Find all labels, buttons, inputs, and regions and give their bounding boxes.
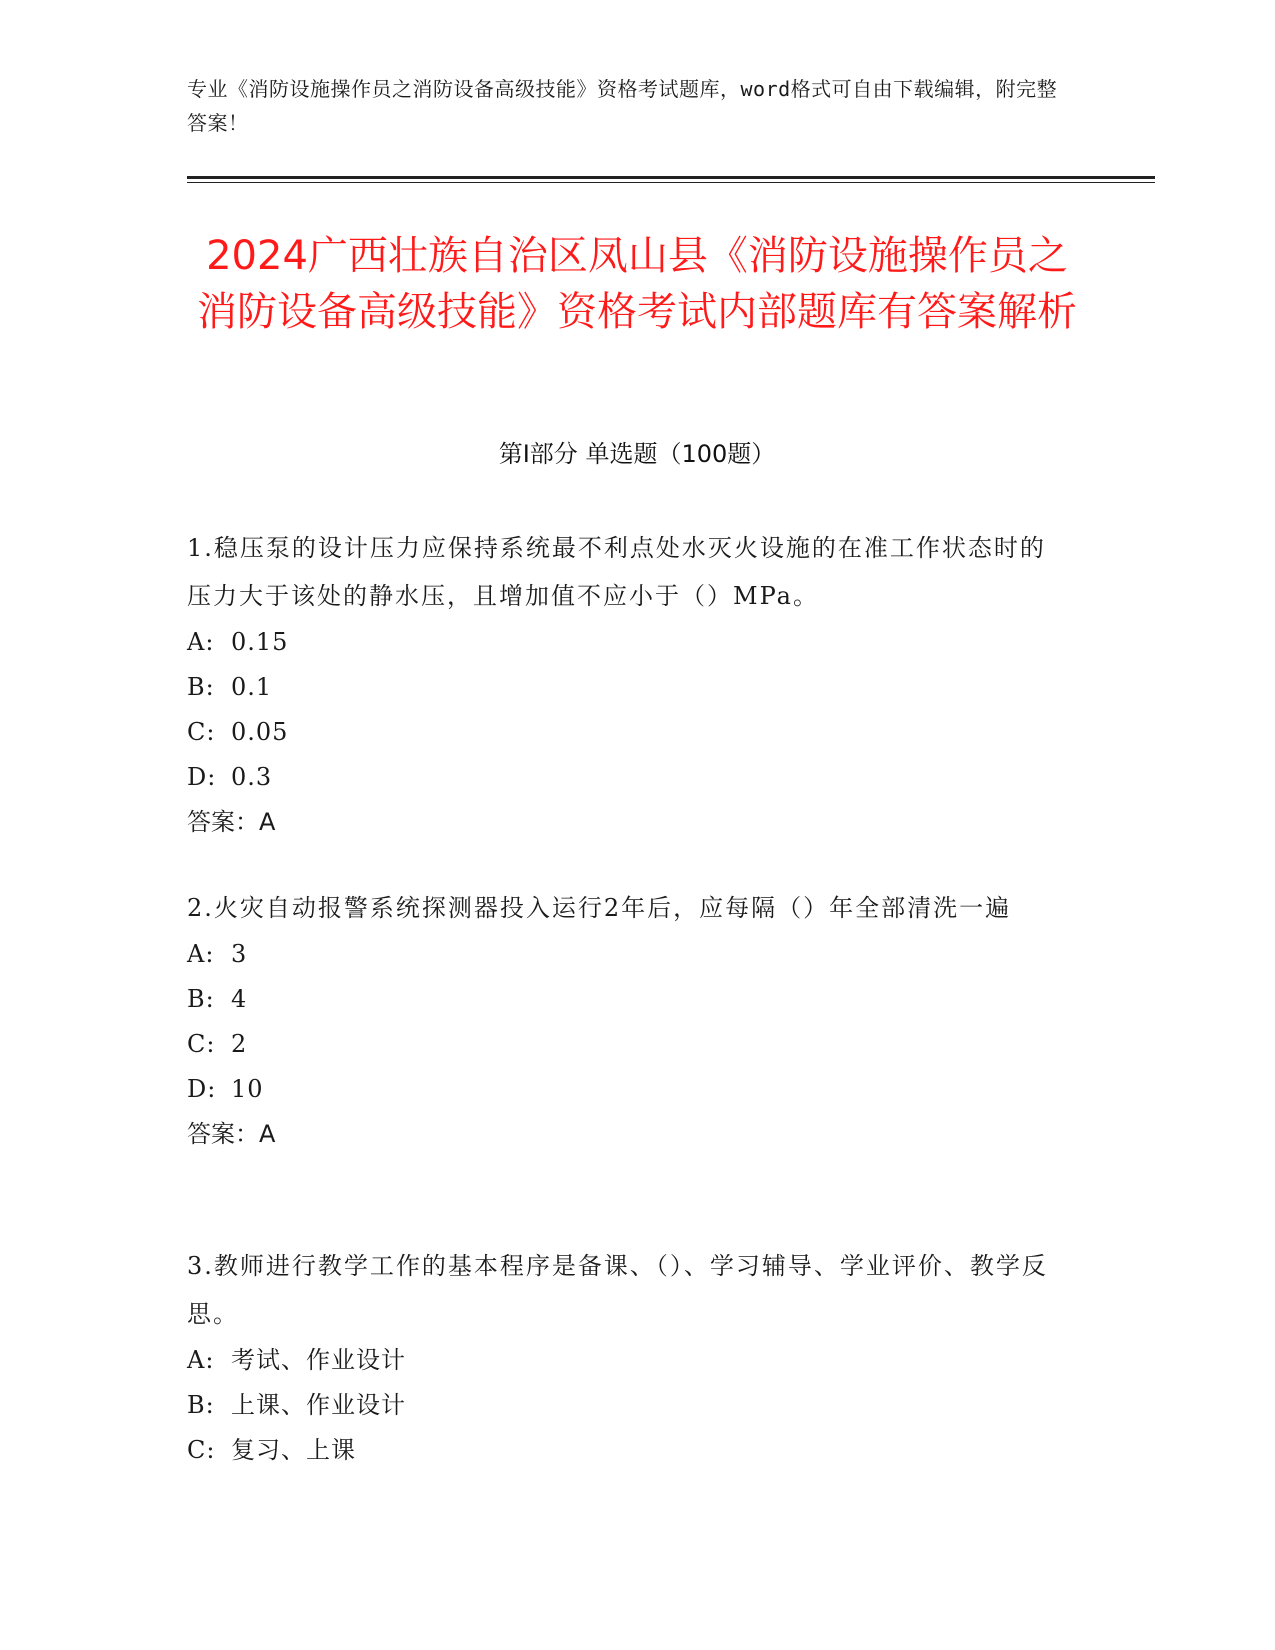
option-text: 0.1 <box>231 673 273 701</box>
header-divider-thick <box>187 176 1155 179</box>
option-text: 0.3 <box>231 763 273 791</box>
option-text: 复习、上课 <box>231 1436 356 1464</box>
option-text: 上课、作业设计 <box>231 1391 406 1419</box>
option-label: B: <box>187 1391 215 1419</box>
option-text: 10 <box>231 1075 264 1103</box>
option-label: A: <box>187 1346 215 1374</box>
option-label: B: <box>187 673 215 701</box>
answer-line: 答案：A <box>187 1120 276 1148</box>
question-2 <box>187 884 1067 1157</box>
option-text: 0.05 <box>231 718 289 746</box>
option-c <box>187 1428 1067 1473</box>
option-label: D: <box>187 1075 217 1103</box>
option-label: D: <box>187 763 217 791</box>
option-c <box>187 710 1067 755</box>
header-note: 专业《消防设施操作员之消防设备高级技能》资格考试题库，word格式可自由下载编辑，附完整答案！ <box>187 77 1058 135</box>
option-text: 3 <box>231 940 248 968</box>
option-text: 2 <box>231 1030 248 1058</box>
option-label: C: <box>187 718 216 746</box>
option-d <box>187 1067 1067 1112</box>
question-3 <box>187 1242 1067 1473</box>
option-b <box>187 665 1067 710</box>
option-b <box>187 1383 1067 1428</box>
option-a <box>187 1338 1067 1383</box>
option-label: C: <box>187 1030 216 1058</box>
header-divider-thin <box>187 182 1155 183</box>
option-text: 0.15 <box>231 628 289 656</box>
option-label: A: <box>187 628 215 656</box>
option-text: 4 <box>231 985 248 1013</box>
option-text: 考试、作业设计 <box>231 1346 406 1374</box>
option-c <box>187 1022 1067 1067</box>
section-heading: 第Ⅰ部分 单选题（100题） <box>498 440 776 468</box>
option-label: A: <box>187 940 215 968</box>
answer-line: 答案：A <box>187 808 276 836</box>
document-title: 2024广西壮族自治区凤山县《消防设施操作员之消防设备高级技能》资格考试内部题库有答案解析 <box>197 233 1077 335</box>
option-label: B: <box>187 985 215 1013</box>
question-stem: 2.火灾自动报警系统探测器投入运行2年后，应每隔（）年全部清洗一遍 <box>187 894 1012 922</box>
option-label: C: <box>187 1436 216 1464</box>
option-a <box>187 932 1067 977</box>
question-stem: 3.教师进行教学工作的基本程序是备课、（）、学习辅导、学业评价、教学反思。 <box>187 1252 1048 1328</box>
option-a <box>187 620 1067 665</box>
question-1 <box>187 524 1067 845</box>
option-d <box>187 755 1067 800</box>
option-b <box>187 977 1067 1022</box>
question-stem: 1.稳压泵的设计压力应保持系统最不利点处水灭火设施的在准工作状态时的压力大于该处的静水压，且增加值不应小于（）MPa。 <box>187 534 1046 610</box>
